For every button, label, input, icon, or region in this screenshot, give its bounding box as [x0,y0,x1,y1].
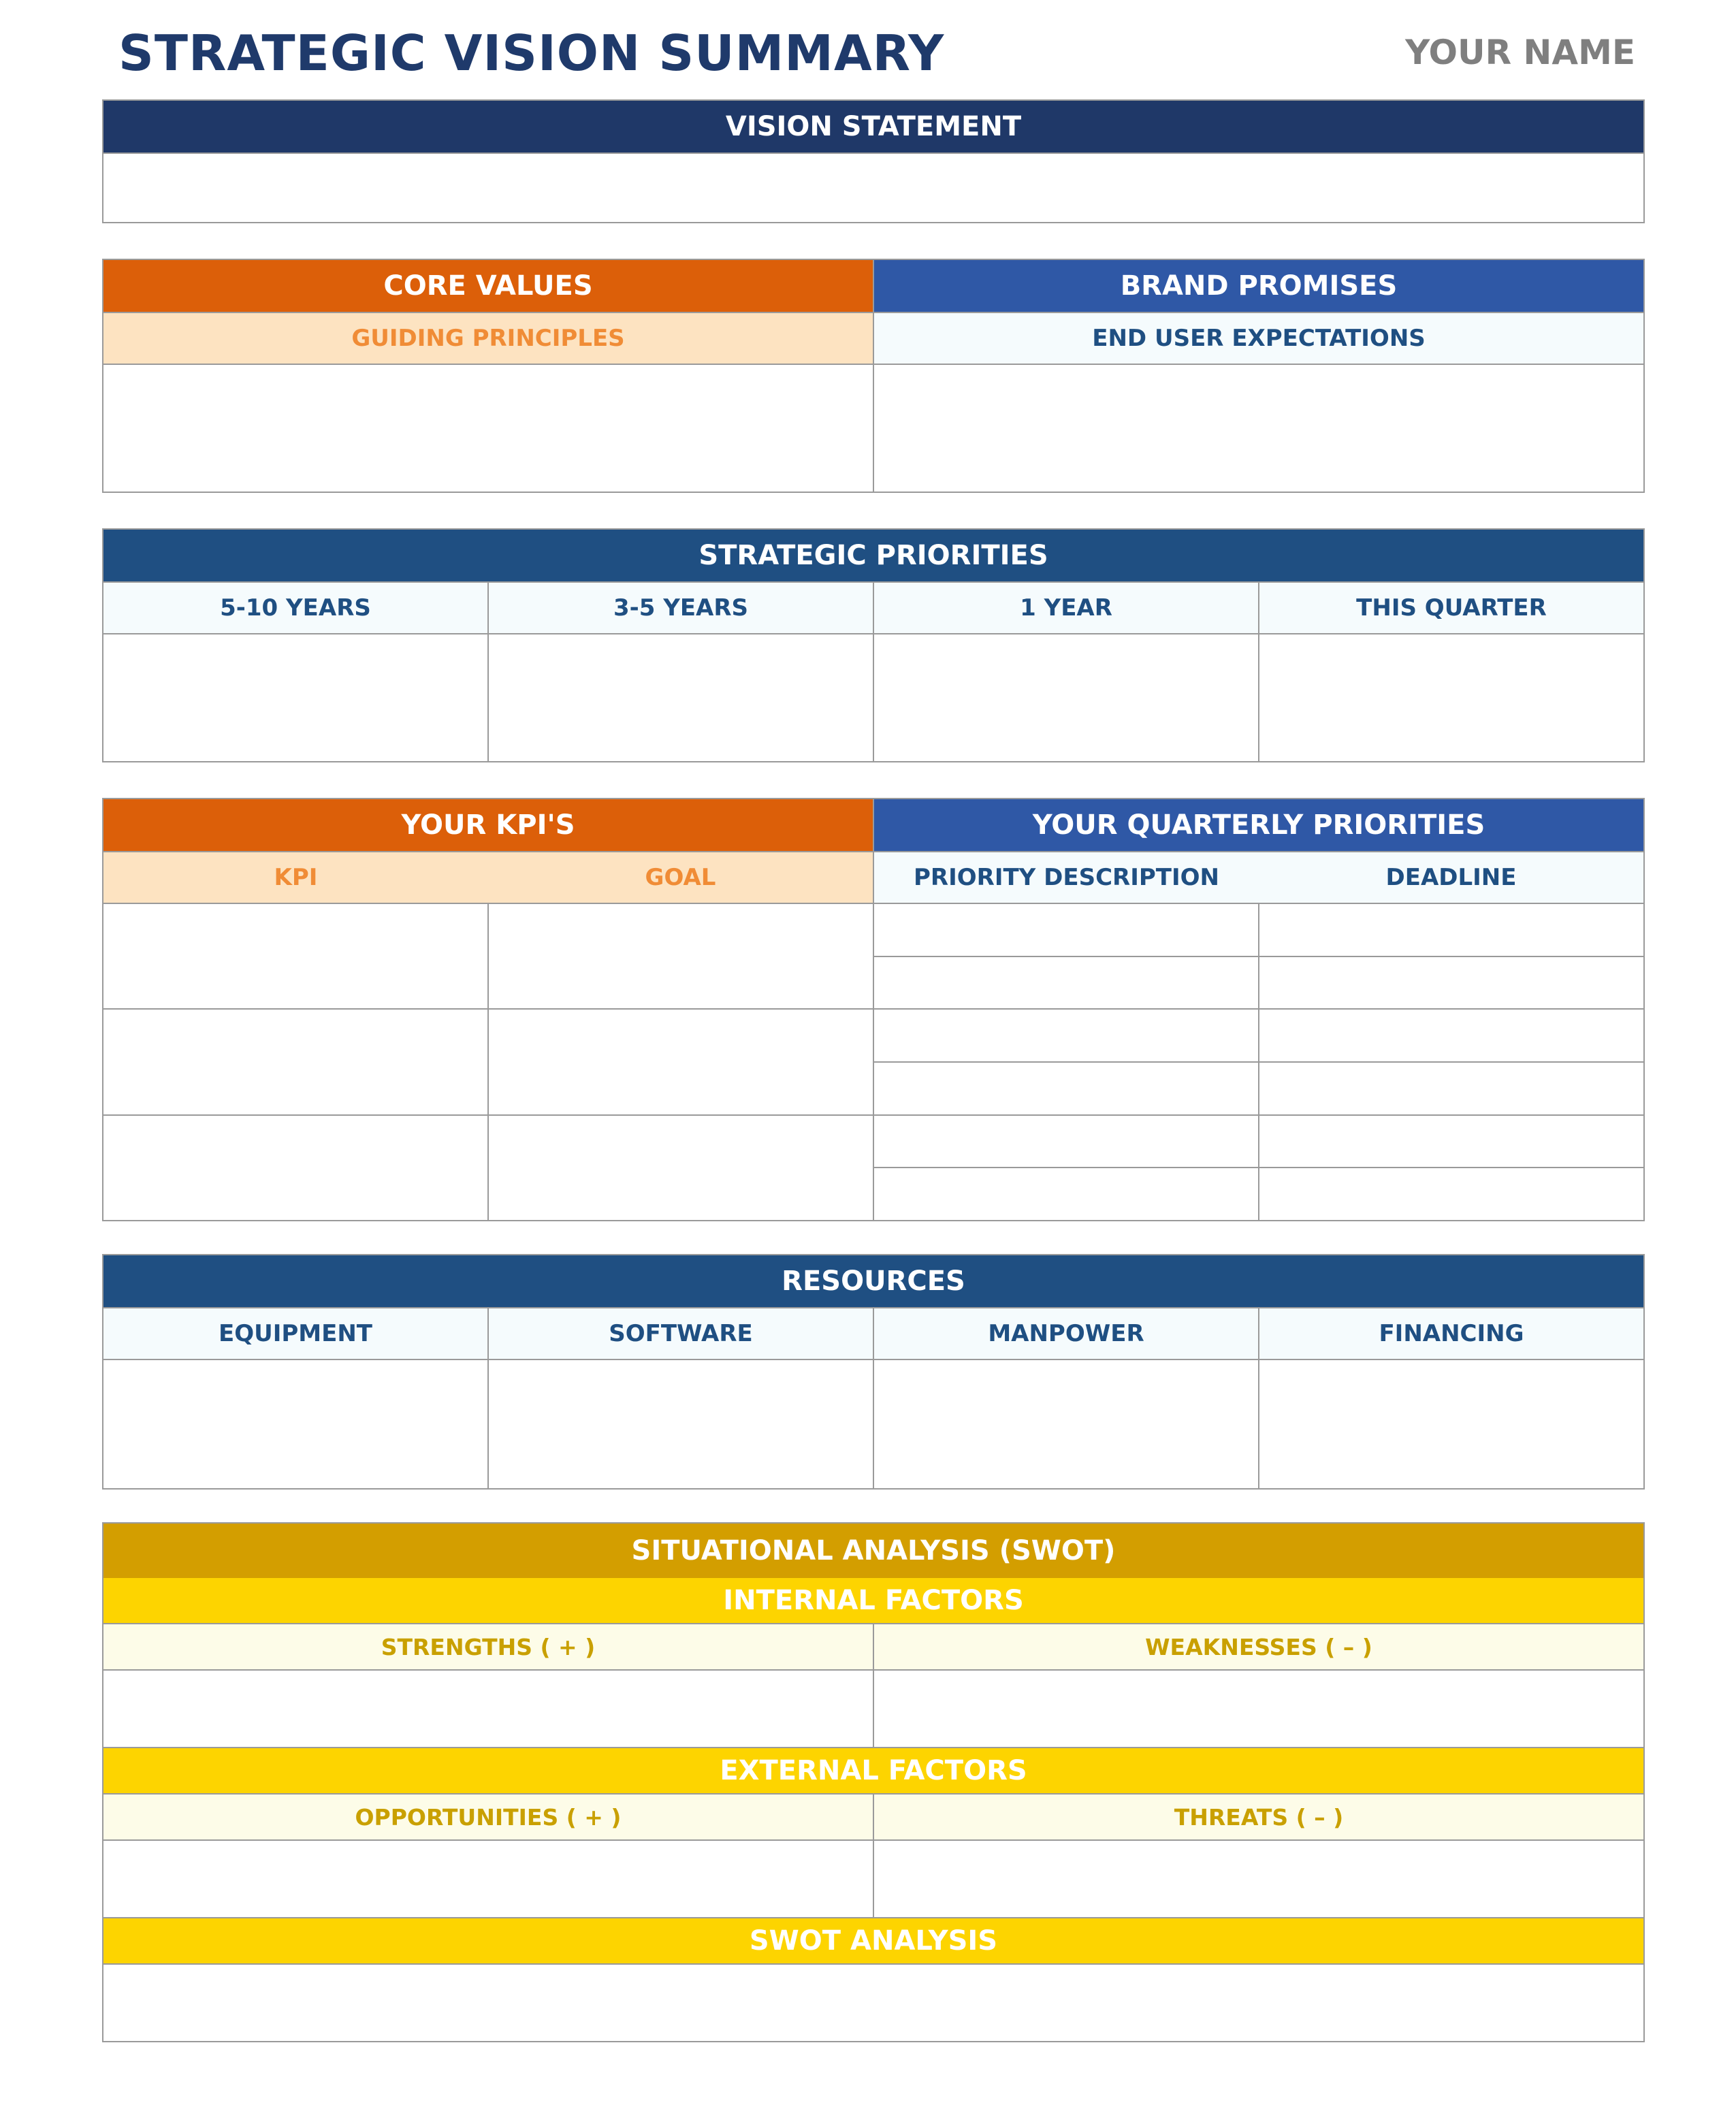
name-field[interactable]: YOUR NAME [1405,33,1635,72]
goal-column [487,904,873,1220]
opportunities-field[interactable] [103,1841,873,1917]
kpi-field[interactable] [103,1008,487,1114]
kpi-field[interactable] [103,1114,487,1220]
kpi-field[interactable] [103,904,487,1008]
column-header-software: SOFTWARE [487,1308,873,1359]
deadline-field[interactable] [1259,1061,1643,1114]
deadline-column [1258,904,1643,1220]
brand-promises-field[interactable] [873,365,1643,492]
goal-field[interactable] [489,1008,873,1114]
kpi-quarterly-section [102,798,1645,1221]
core-values-header: CORE VALUES [103,260,873,312]
values-promises-section [102,259,1645,493]
brand-promises-header: BRAND PROMISES [873,260,1643,312]
priority-description-field[interactable] [874,1008,1258,1061]
strategic-priorities-section [102,528,1645,762]
column-header-equipment: EQUIPMENT [103,1308,487,1359]
end-user-expectations-subheader: END USER EXPECTATIONS [873,313,1643,364]
kpis-header: YOUR KPI'S [103,799,873,851]
resources-header: RESOURCES [103,1255,1643,1307]
page-title: STRATEGIC VISION SUMMARY [118,25,945,82]
financing-field[interactable] [1258,1360,1643,1488]
opportunities-subheader: OPPORTUNITIES ( + ) [103,1795,873,1839]
kpi-column-header: KPI [103,852,488,903]
threats-subheader: THREATS ( – ) [873,1795,1643,1839]
column-header-5-10-years: 5-10 YEARS [103,583,487,633]
priority-1-year-field[interactable] [873,634,1258,761]
swot-section [102,1522,1645,2042]
strengths-subheader: STRENGTHS ( + ) [103,1624,873,1669]
column-header-this-quarter: THIS QUARTER [1258,583,1643,633]
guiding-principles-subheader: GUIDING PRINCIPLES [103,313,873,364]
priority-description-field[interactable] [874,1061,1258,1114]
priority-this-quarter-field[interactable] [1258,634,1643,761]
goal-column-header: GOAL [488,852,873,903]
deadline-field[interactable] [1259,1008,1643,1061]
vision-statement-field[interactable] [103,154,1643,222]
priority-3-5-years-field[interactable] [487,634,873,761]
vision-statement-header: VISION STATEMENT [103,101,1643,152]
priority-description-field[interactable] [874,1167,1258,1220]
deadline-column-header: DEADLINE [1259,852,1643,903]
deadline-field[interactable] [1259,1167,1643,1220]
weaknesses-subheader: WEAKNESSES ( – ) [873,1624,1643,1669]
threats-field[interactable] [873,1841,1643,1917]
deadline-field[interactable] [1259,1114,1643,1168]
core-values-field[interactable] [103,365,873,492]
column-header-manpower: MANPOWER [873,1308,1258,1359]
priority-description-field[interactable] [874,956,1258,1009]
external-factors-bar: EXTERNAL FACTORS [103,1748,1643,1793]
priority-description-field[interactable] [874,1114,1258,1168]
priority-description-field[interactable] [874,904,1258,956]
quarterly-priorities-header: YOUR QUARTERLY PRIORITIES [873,799,1643,851]
resources-section [102,1254,1645,1490]
manpower-field[interactable] [873,1360,1258,1488]
vision-statement-section [102,99,1645,223]
internal-factors-bar: INTERNAL FACTORS [103,1578,1643,1623]
software-field[interactable] [487,1360,873,1488]
swot-analysis-bar: SWOT ANALYSIS [103,1918,1643,1963]
goal-field[interactable] [489,1114,873,1220]
priority-5-10-years-field[interactable] [103,634,487,761]
strategic-priorities-header: STRATEGIC PRIORITIES [103,530,1643,581]
swot-header: SITUATIONAL ANALYSIS (SWOT) [103,1524,1643,1578]
deadline-field[interactable] [1259,956,1643,1009]
deadline-field[interactable] [1259,904,1643,956]
equipment-field[interactable] [103,1360,487,1488]
swot-analysis-field[interactable] [103,1965,1643,2041]
priority-description-column [873,904,1258,1220]
column-header-3-5-years: 3-5 YEARS [487,583,873,633]
weaknesses-field[interactable] [873,1671,1643,1747]
kpi-column [103,904,487,1220]
strengths-field[interactable] [103,1671,873,1747]
column-header-financing: FINANCING [1258,1308,1643,1359]
priority-description-column-header: PRIORITY DESCRIPTION [873,852,1259,903]
goal-field[interactable] [489,904,873,1008]
column-header-1-year: 1 YEAR [873,583,1258,633]
